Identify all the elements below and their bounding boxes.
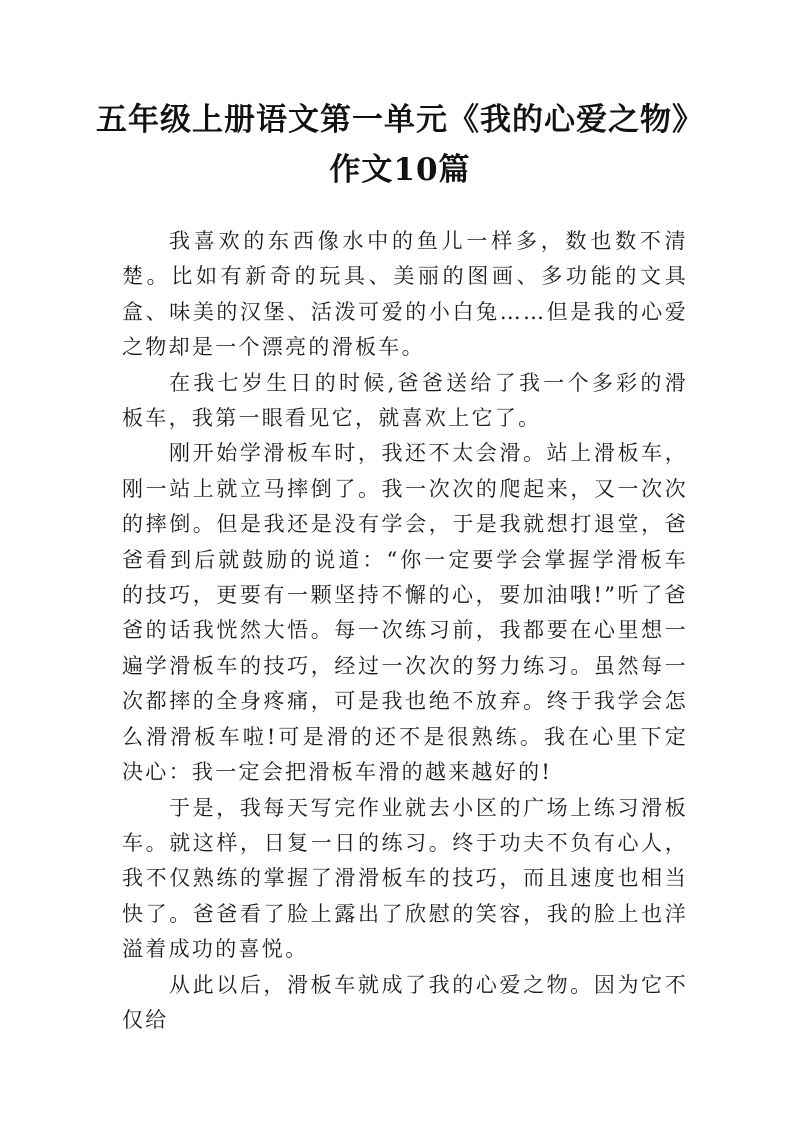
paragraph-5: 从此以后，滑板车就成了我的心爱之物。因为它不仅给 — [122, 972, 688, 1032]
paragraph-2: 在我七岁生日的时候,爸爸送给了我一个多彩的滑板车，我第一眼看见它，就喜欢上它了。 — [122, 370, 688, 431]
document-title-line-1: 五年级上册语文第一单元《我的心爱之物》 — [96, 102, 704, 138]
paragraph-1: 我喜欢的东西像水中的鱼儿一样多，数也数不清楚。比如有新奇的玩具、美丽的图画、多功能的文具盒、味美的汉堡、活泼可爱的小白兔……但是我的心爱之物却是一个漂亮的滑板车。 — [122, 229, 688, 360]
paragraph-3: 刚开始学滑板车时，我还不太会滑。站上滑板车，刚一站上就立马摔倒了。我一次次的爬起来，又一次次的摔倒。但是我还是没有学会，于是我就想打退堂，爸爸看到后就鼓励的说道：“你一定要学会掌握学滑板车的技巧，更要有一颗坚持不懈的心，要加油哦!”听了爸爸的话我恍然大悟。每一次练习前，我都要在心里想一遍学滑板车的技巧，经过一次次的努力练习。虽然每一次都摔的全身疼痛，可是我也绝不放弃。终于我学会怎么滑滑板车啦!可是滑的还不是很熟练。我在心里下定决心：我一定会把滑板车滑的越来越好的! — [122, 441, 688, 785]
paragraph-4: 于是，我每天写完作业就去小区的广场上练习滑板车。就这样，日复一日的练习。终于功夫不负有心人，我不仅熟练的掌握了滑滑板车的技巧，而且速度也相当快了。爸爸看了脸上露出了欣慰的笑容，我的脸上也洋溢着成功的喜悦。 — [122, 795, 688, 962]
essay-body — [122, 224, 688, 1038]
document-title-line-2: 作文10篇 — [329, 152, 471, 188]
